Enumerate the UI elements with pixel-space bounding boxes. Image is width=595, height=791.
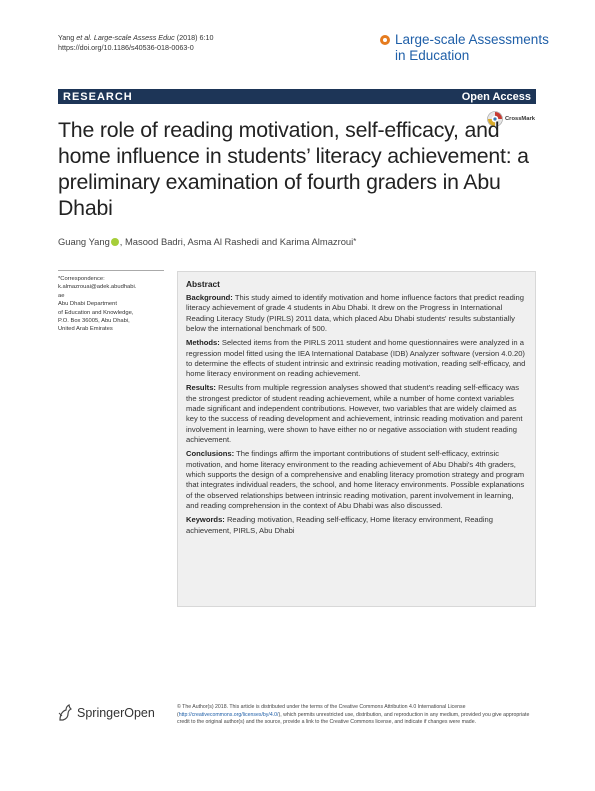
citation-block bbox=[58, 33, 213, 53]
journal-bulb-icon bbox=[380, 35, 390, 45]
open-access-label: Open Access bbox=[461, 90, 531, 103]
affiliation-line3: P.O. Box 36005, Abu Dhabi, bbox=[58, 318, 130, 325]
license-pre: © The Author(s) 2018. This article is distributed under the terms of the Creative Commons Attribution 4.0 International License ( bbox=[177, 704, 466, 718]
section-text: This study aimed to identify motivation and home influence factors that predict reading literacy achievement of grade 4 students in Abu Dhabi. It drew on the Progress in International Reading Literacy Study (PIRLS) 2011 data, which placed Abu Dhabi students' results substantially below the international benchmark of 500. bbox=[186, 293, 524, 334]
license-text bbox=[177, 704, 541, 727]
springer-open-logo[interactable] bbox=[57, 704, 155, 722]
springer-word: Springer bbox=[77, 706, 125, 720]
springer-horse-icon bbox=[57, 704, 73, 722]
abstract-keywords bbox=[186, 515, 527, 536]
crossmark-label: CrossMark bbox=[505, 116, 535, 122]
citation-journal: et al. Large-scale Assess Educ bbox=[76, 33, 175, 42]
citation-author: Yang bbox=[58, 33, 75, 42]
article-type-bar bbox=[58, 89, 536, 104]
journal-logo[interactable] bbox=[380, 32, 549, 64]
section-text: Results from multiple regression analyses showed that student's reading self-efficacy was the strongest predictor of student reading achievement, while a number of home context variables made significant and independent contributions. However, two variables that are widely claimed as key to the success of reading development and achievement, intrinsic reading motivation and parent involvement in learning, were shown to have either no or negative association with student reading achievement. bbox=[186, 383, 523, 445]
author-list bbox=[58, 236, 356, 247]
correspondence-email-line1[interactable]: k.almazrouai@adek.abudhabi. bbox=[58, 284, 137, 291]
author-first[interactable]: Guang Yang bbox=[58, 236, 110, 247]
section-label: Keywords: bbox=[186, 515, 225, 525]
abstract-conclusions bbox=[186, 449, 527, 511]
abstract-results bbox=[186, 383, 527, 445]
affiliation-line2: of Education and Knowledge, bbox=[58, 309, 134, 316]
correspondence-label: *Correspondence: bbox=[58, 276, 105, 282]
section-label: Conclusions: bbox=[186, 449, 235, 459]
article-title: The role of reading motivation, self-efficacy, and home influence in students’ literacy achievement: a preliminary examination of fourth graders in Abu Dhabi bbox=[58, 118, 529, 220]
journal-name-line1: Large-scale Assessments bbox=[395, 32, 549, 47]
section-text: Selected items from the PIRLS 2011 student and home questionnaires were analyzed in a regression model fitted using the IEA International Database (IDB) Analyzer software (version 4.0.20) to determine the effects of student intrinsic and extrinsic reading motivation, reading self-efficacy, and home literacy environment on reading achievement. bbox=[186, 338, 526, 379]
license-link[interactable]: http://creativecommons.org/licenses/by/4.0/ bbox=[178, 711, 279, 718]
orcid-icon[interactable] bbox=[111, 238, 119, 246]
open-word: Open bbox=[124, 706, 155, 720]
affiliation-line1: Abu Dhabi Department bbox=[58, 301, 117, 308]
abstract-methods bbox=[186, 338, 527, 380]
article-type-label: RESEARCH bbox=[63, 90, 133, 103]
corresponding-mark: * bbox=[353, 237, 357, 246]
section-text: The findings affirm the important contributions of student self-efficacy, extrinsic motivation, and home literacy environment to the reading achievement of Abu Dhabi's 4th graders, which supports the design of a comprehensive and enabling literacy promotion strategy and program that integrates individual readers, the school, and home literacy environments. Possible explanations of the observed relationships between intrinsic reading motivation, parent involvement in learning, and reading comprehension in the context of Abu Dhabi was also discussed. bbox=[186, 449, 525, 511]
section-label: Methods: bbox=[186, 338, 220, 348]
author-rest[interactable]: , Masood Badri, Asma Al Rashedi and Karima Almazroui bbox=[119, 236, 354, 247]
journal-name-line2: in Education bbox=[395, 48, 470, 63]
doi-link[interactable]: https://doi.org/10.1186/s40536-018-0063-0 bbox=[58, 43, 194, 52]
abstract-heading: Abstract bbox=[186, 279, 220, 289]
abstract-box bbox=[177, 271, 536, 607]
affiliation-line4: United Arab Emirates bbox=[58, 326, 113, 333]
section-text: Reading motivation, Reading self-efficacy, Home literacy environment, Reading achievement, PIRLS, Abu Dhabi bbox=[186, 515, 494, 535]
correspondence-block bbox=[58, 270, 164, 334]
section-label: Results: bbox=[186, 383, 216, 393]
license-post: ), which permits unrestricted use, distribution, and reproduction in any medium, provided you give appropriate credit to the original author(s) and the source, provide a link to the Creative Commons license, and indicate if changes were made. bbox=[177, 711, 530, 726]
citation-volume: (2018) 6:10 bbox=[176, 33, 214, 42]
correspondence-email-line2[interactable]: ae bbox=[58, 292, 65, 299]
abstract-background bbox=[186, 293, 527, 335]
section-label: Background: bbox=[186, 293, 233, 302]
